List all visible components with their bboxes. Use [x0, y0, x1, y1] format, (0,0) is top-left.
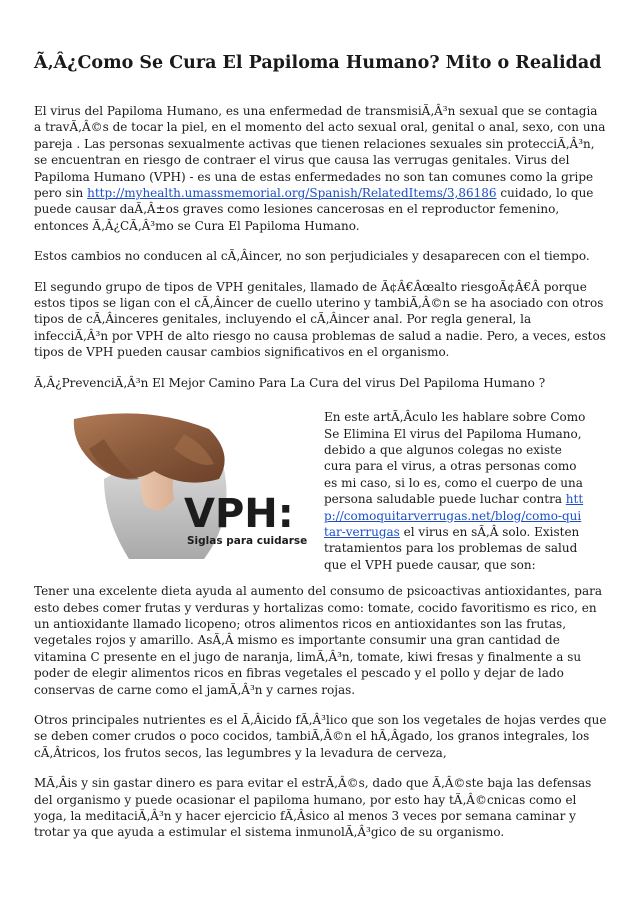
section-subheading: Ã‚Â¿PrevenciÃ‚Â³n El Mejor Camino Para La Cura del virus Del Papiloma Humano ?	[34, 375, 546, 390]
comoquitar-link[interactable]: http://comoquitarverrugas.net/blog/como-quitar-verrugas	[324, 492, 584, 539]
paragraph-changes: Estos cambios no conducen al cÃ‚Âincer, no son perjudiciales y desaparecen con el tiempo.	[34, 249, 590, 264]
figure-row	[34, 409, 607, 573]
umass-link[interactable]: http://myhealth.umassmemorial.org/Spanish/RelatedItems/3,86186	[87, 186, 497, 201]
vph-image	[34, 409, 314, 569]
figure-side-text: En este artÃ‚Âculo les hablare sobre Como Se Elimina El virus del Papiloma Humano, debido a que algunos colegas no existe cura para el virus, a otras personas como es mi caso, si lo es, como el cuerpo de una persona saludable puede luchar contra http://comoquitarverrugas.net/blog/como-quitar-verrugas el virus en sÃ‚Â solo. Existen tratamientos para los problemas de salud que el VPH puede causar, que son:	[324, 410, 586, 572]
paragraph-nutrients: Otros principales nutrientes es el Ã‚Âicido fÃ‚Â³lico que son los vegetales de hojas verdes que se deben comer crudos o poco cocidos, tambiÃ‚Â©n el hÃ‚Âgado, los granos integrales, los cÃ‚Âtricos, los frutos secos, las legumbres y la levadura de cerveza,	[34, 713, 607, 760]
page-title: Ã‚Â¿Como Se Cura El Papiloma Humano? Mito o Realidad	[34, 53, 602, 73]
image-headline: VPH:	[184, 491, 294, 538]
vph-illustration	[34, 409, 314, 569]
paragraph-stress: MÃ‚Âis y sin gastar dinero es para evitar el estrÃ‚Â©s, dado que Ã‚Â©ste baja las defensas del organismo y puede ocasionar el papiloma humano, por esto hay tÃ‚Â©cnicas como el yoga, la meditaciÃ‚Â³n y hacer ejercicio fÃ‚Âsico al menos 3 veces por semana caminar y trotar ya que ayuda a estimular el sistema inmunolÃ‚Â³gico de su organismo.	[34, 776, 592, 840]
paragraph-diet: Tener una excelente dieta ayuda al aumento del consumo de psicoactivas antioxidantes, para esto debes comer frutas y verduras y hortalizas como: tomate, cocido favoritismo es rico, en un antioxidante llamado licopeno; otros alimentos ricos en antioxidantes son las frutas, vegetales rojos y amarillo. AsÃ‚Â mismo es importante consumir una gran cantidad de vitamina C presente en el jugo de naranja, limÃ‚Â³n, tomate, kiwi fresas y finalmente a su poder de elegir alimentos ricos en fibras vegetales el pescado y el pollo y dejar de lado conservas de carne como el jamÃ‚Â³n y carnes rojas.	[34, 584, 603, 697]
paragraph-intro: El virus del Papiloma Humano, es una enfermedad de transmisiÃ‚Â³n sexual que se contagia a travÃ‚Â©s de tocar la piel, en el momento del acto sexual oral, genital o anal, sexo, con una pareja . Las personas sexualmente activas que tienen relaciones sexuales sin protecciÃ‚Â³n, se encuentran en riesgo de contraer el virus que causa las verrugas genitales. Virus del Papiloma Humano (VPH) - es una de estas enfermedades no son tan comunes como la gripe pero sin http://myhealth.umassmemorial.org/Spanish/RelatedItems/3,86186 cuidado, lo que puede causar daÃ‚Â±os graves como lesiones cancerosas en el reproductor femenino, entonces Ã‚Â¿CÃ‚Â³mo se Cura El Papiloma Humano.	[34, 104, 606, 233]
image-tagline: Siglas para cuidarse	[187, 535, 308, 548]
paragraph-high-risk: El segundo grupo de tipos de VPH genitales, llamado de Ã¢Â€Âœalto riesgoÃ¢Â€Â porque estos tipos se ligan con el cÃ‚Âincer de cuello uterino y tambiÃ‚Â©n se ha asociado con otros tipos de cÃ‚Âinceres genitales, incluyendo el cÃ‚Âincer anal. Por regla general, la infecciÃ‚Â³n por VPH de alto riesgo no causa problemas de salud a nadie. Pero, a veces, estos tipos de VPH pueden causar cambios significativos en el organismo.	[34, 279, 606, 360]
